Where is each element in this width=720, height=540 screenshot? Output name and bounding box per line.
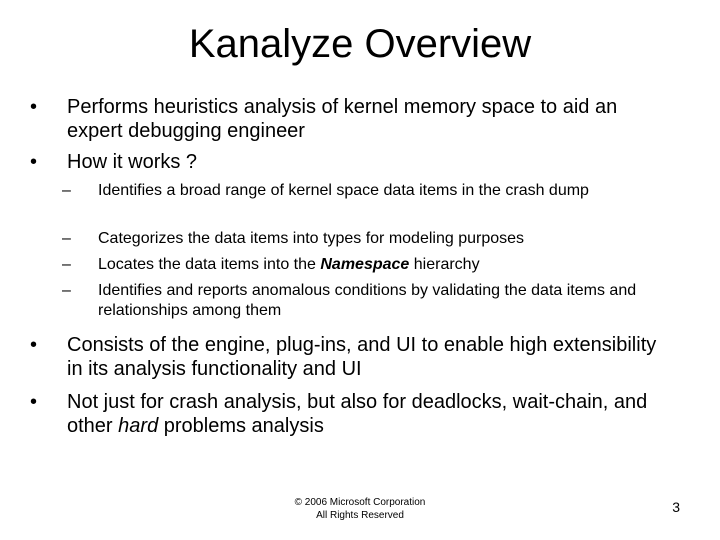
sub-bullet-text: Locates the data items into the Namespace hierarchy bbox=[98, 256, 480, 273]
sub-bullet-item bbox=[62, 181, 687, 201]
copyright-footer bbox=[240, 496, 480, 522]
dash-icon: – bbox=[62, 256, 71, 273]
bullet-item bbox=[30, 95, 670, 143]
sub-bullet-text: Identifies and reports anomalous conditions by validating the data items and relationships among them bbox=[98, 282, 637, 319]
sub-bullet-item bbox=[62, 229, 687, 249]
bullet-text: Not just for crash analysis, but also for deadlocks, wait-chain, and other hard problems analysis bbox=[67, 391, 648, 437]
page-number: 3 bbox=[672, 499, 680, 515]
namespace-emphasis: Namespace bbox=[320, 256, 410, 273]
bullet-icon: • bbox=[30, 334, 38, 356]
sub-bullet-text: Categorizes the data items into types for modeling purposes bbox=[98, 230, 525, 247]
sub-bullet-text: Identifies a broad range of kernel space data items in the crash dump bbox=[98, 182, 589, 199]
hard-emphasis: hard bbox=[118, 415, 159, 437]
bullet-text: Consists of the engine, plug-ins, and UI to enable high extensibility in its analysis functionality and UI bbox=[67, 334, 657, 380]
bullet-item bbox=[30, 390, 670, 438]
sub-bullet-item bbox=[62, 255, 687, 275]
bullet-text: How it works ? bbox=[67, 151, 198, 173]
bullet-icon: • bbox=[30, 151, 38, 173]
copyright-line: © 2006 Microsoft Corporation bbox=[294, 497, 426, 508]
slide-title: Kanalyze Overview bbox=[188, 22, 532, 66]
dash-icon: – bbox=[62, 282, 71, 299]
dash-icon: – bbox=[62, 230, 71, 247]
bullet-item bbox=[30, 150, 670, 174]
bullet-icon: • bbox=[30, 96, 38, 118]
dash-icon: – bbox=[62, 182, 71, 199]
sub-bullet-item bbox=[62, 281, 687, 321]
bullet-item bbox=[30, 333, 660, 381]
bullet-text: Performs heuristics analysis of kernel memory space to aid an expert debugging engineer bbox=[67, 96, 618, 142]
rights-line: All Rights Reserved bbox=[316, 510, 404, 521]
bullet-icon: • bbox=[30, 391, 38, 413]
